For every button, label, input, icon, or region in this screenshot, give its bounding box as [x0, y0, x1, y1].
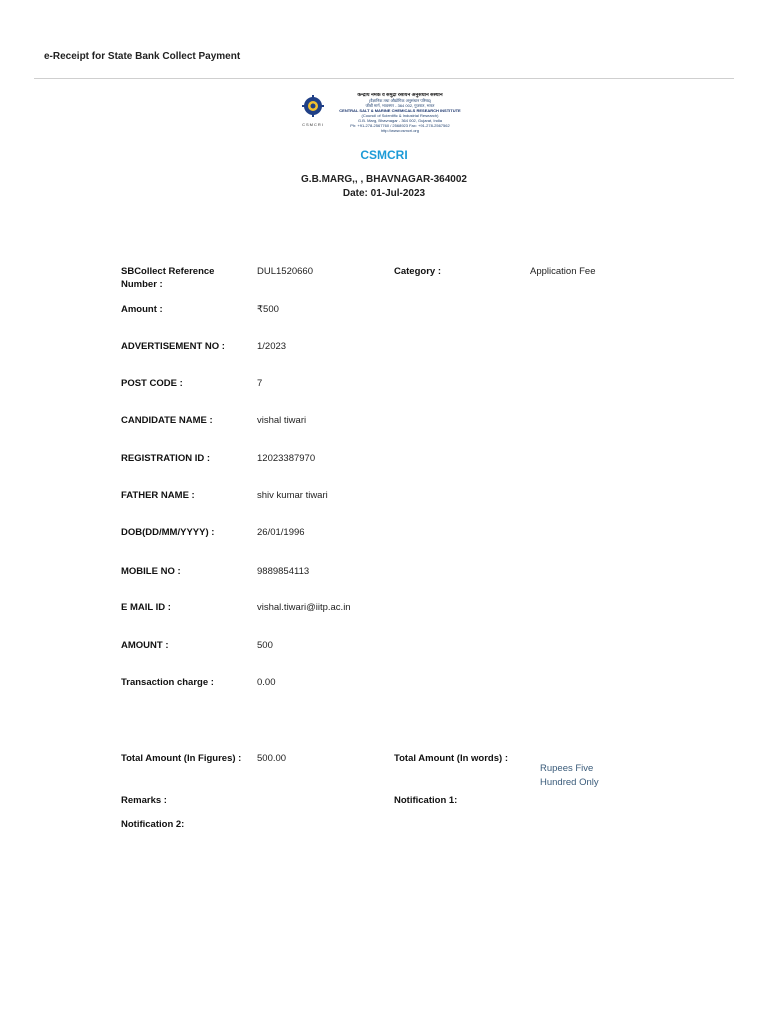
logo-line: CENTRAL SALT & MARINE CHEMICALS RESEARCH INSTITUTE — [339, 108, 461, 113]
amount-detail-value: 500 — [257, 640, 273, 651]
header-divider — [34, 78, 734, 79]
receipt-header-title: e-Receipt for State Bank Collect Payment — [44, 51, 241, 62]
organization-address: G.B.MARG,, , BHAVNAGAR-364002 — [301, 174, 467, 185]
dob-label: DOB(DD/MM/YYYY) : — [121, 527, 215, 538]
notification-2-label: Notification 2: — [121, 819, 185, 830]
logo-text-block — [333, 93, 467, 133]
logo-line: Ph: +91-278-2567760 / 2568923 Fax: +91-278-2567562 — [350, 123, 450, 128]
advertisement-no-label: ADVERTISEMENT NO : — [121, 341, 225, 352]
logo-abbreviation: CSMCRI — [302, 122, 324, 127]
transaction-charge-label: Transaction charge : — [121, 677, 214, 688]
registration-id-value: 12023387970 — [257, 453, 316, 464]
email-value: vishal.tiwari@iitp.ac.in — [257, 602, 351, 613]
transaction-charge-value: 0.00 — [257, 677, 276, 688]
registration-id-label: REGISTRATION ID : — [121, 453, 211, 464]
post-code-label: POST CODE : — [121, 378, 183, 389]
amount-label: Amount : — [121, 304, 163, 315]
post-code-value: 7 — [257, 378, 263, 389]
reference-number-label: SBCollect Reference Number : — [121, 266, 215, 290]
total-words-label: Total Amount (In words) : — [394, 753, 508, 764]
father-name-label: FATHER NAME : — [121, 490, 195, 501]
logo-line: G.B. Marg, Bhavnagar - 364 002, Gujarat, India — [357, 118, 443, 123]
amount-detail-label: AMOUNT : — [121, 640, 169, 651]
category-value: Application Fee — [530, 266, 596, 277]
csir-emblem-icon — [302, 95, 324, 119]
total-words-value: Rupees Five Hundred Only — [540, 763, 599, 788]
logo-line: (Council of Scientific & Industrial Research) — [361, 113, 439, 118]
total-figures-value: 500.00 — [257, 753, 287, 764]
total-figures-label: Total Amount (In Figures) : — [121, 753, 242, 764]
category-label: Category : — [394, 266, 441, 277]
logo-line: (वैज्ञानिक तथा औद्योगिक अनुसंधान परिषद) — [368, 98, 432, 103]
father-name-value: shiv kumar tiwari — [257, 490, 328, 501]
candidate-name-label: CANDIDATE NAME : — [121, 415, 213, 426]
email-label: E MAIL ID : — [121, 602, 171, 613]
logo-line: http://www.csmcri.org — [380, 128, 419, 133]
mobile-no-label: MOBILE NO : — [121, 566, 181, 577]
remarks-label: Remarks : — [121, 795, 167, 806]
dob-value: 26/01/1996 — [257, 527, 305, 538]
advertisement-no-value: 1/2023 — [257, 341, 287, 352]
mobile-no-value: 9889854113 — [257, 566, 310, 577]
organization-name: CSMCRI — [360, 148, 408, 162]
reference-number-value: DUL1520660 — [257, 266, 313, 277]
logo-line: केन्द्रीय नमक व समुद्री रसायन अनुसंधान संस्थान — [357, 93, 443, 98]
logo-line: जीबी मार्ग, भावनगर - 364 002, गुजरात, भारत — [365, 103, 435, 108]
notification-1-label: Notification 1: — [394, 795, 458, 806]
candidate-name-value: vishal tiwari — [257, 415, 307, 426]
institute-logo — [299, 91, 469, 134]
amount-value: ₹500 — [257, 304, 279, 315]
receipt-date: Date: 01-Jul-2023 — [342, 188, 426, 199]
